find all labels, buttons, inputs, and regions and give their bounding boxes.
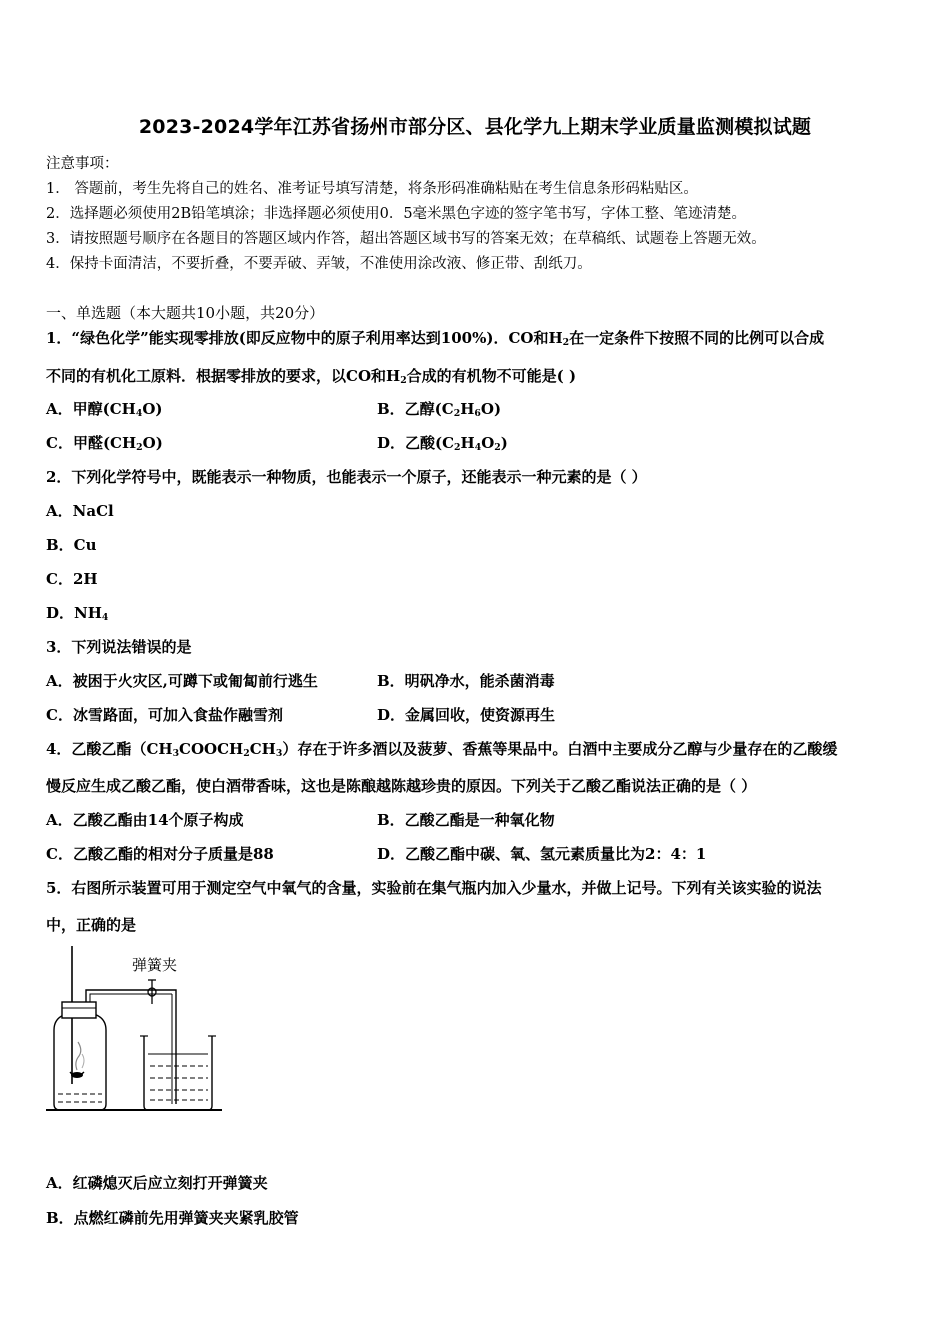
q1-option-c[interactable]: C．甲醛$(CH_2O)$: [46, 434, 163, 453]
q1-option-b[interactable]: B．乙醇$(C_2H_6O)$: [377, 400, 502, 419]
q1-option-a[interactable]: A．甲醇$(CH_4O)$: [46, 400, 163, 419]
q2-stem: 2．下列化学符号中，既能表示一种物质，也能表示一个原子，还能表示一种元素的是（ ）: [46, 468, 647, 486]
q4-option-b[interactable]: B．乙酸乙酯是一种氧化物: [377, 811, 555, 829]
spring-clamp-label: 弹簧夹: [132, 956, 178, 974]
q3-option-b[interactable]: B．明矾净水，能杀菌消毒: [377, 672, 555, 690]
q1-stem-line1: 1．“绿色化学”能实现零排放(即反应物中的原子利用率达到100%)．CO和$H_2$在一定条件下按照不同的比例可以合成: [46, 329, 825, 348]
q5-option-a[interactable]: A．红磷熄灭后应立刻打开弹簧夹: [46, 1174, 268, 1192]
note-item-4: 4．保持卡面清洁，不要折叠，不要弄破、弄皱，不准使用涂改液、修正带、刮纸刀。: [46, 256, 592, 272]
page-title: 2023-2024学年江苏省扬州市部分区、县化学九上期末学业质量监测模拟试题: [138, 116, 812, 138]
note-item-3: 3．请按照题号顺序在各题目的答题区域内作答，超出答题区域书写的答案无效；在草稿纸、试题卷上答题无效。: [46, 231, 766, 247]
q4-option-c[interactable]: C．乙酸乙酯的相对分子质量是88: [46, 845, 274, 863]
note-item-2: 2．选择题必须使用2B铅笔填涂；非选择题必须使用0．5毫米黑色字迹的签字笔书写，字体工整、笔迹清楚。: [46, 206, 747, 222]
q2-option-c[interactable]: C．2H: [46, 570, 98, 588]
q3-stem: 3．下列说法错误的是: [46, 638, 192, 656]
q4-stem-line2: 慢反应生成乙酸乙酯，使白酒带香味，这也是陈酿越陈越珍贵的原因。下列关于乙酸乙酯说法正确的是（ ）: [46, 777, 757, 795]
q3-option-c[interactable]: C．冰雪路面，可加入食盐作融雪剂: [46, 706, 283, 724]
q4-option-d[interactable]: D．乙酸乙酯中碳、氧、氢元素质量比为2：4：1: [377, 845, 707, 863]
q3-option-d[interactable]: D．金属回收，使资源再生: [377, 706, 556, 724]
apparatus-diagram: [44, 944, 226, 1116]
q1-option-d[interactable]: D．乙酸$(C_2H_4O_2)$: [377, 434, 508, 453]
q2-option-b[interactable]: B．Cu: [46, 536, 97, 554]
q3-option-a[interactable]: A．被困于火灾区,可蹲下或匍匐前行逃生: [46, 672, 318, 690]
q2-option-a[interactable]: A．NaCl: [46, 502, 114, 520]
note-item-1: 1． 答题前，考生先将自己的姓名、准考证号填写清楚，将条形码准确粘贴在考生信息条形码粘贴区。: [46, 181, 698, 197]
section-heading: 一、单选题（本大题共10小题，共20分）: [46, 304, 325, 322]
q4-option-a[interactable]: A．乙酸乙酯由14个原子构成: [46, 811, 244, 829]
q5-stem-line2: 中，正确的是: [46, 916, 137, 934]
q5-stem-line1: 5．右图所示装置可用于测定空气中氧气的含量，实验前在集气瓶内加入少量水，并做上记号。下列有关该实验的说法: [46, 879, 822, 897]
q4-stem-line1: 4．乙酸乙酯$(CH_3COOCH_2CH_3)$存在于许多酒以及菠萝、香蕉等果品中。白酒中主要成分乙醇与少量存在的乙酸缓: [46, 740, 838, 759]
apparatus-figure: [44, 944, 226, 1116]
q5-option-b[interactable]: B．点燃红磷前先用弹簧夹夹紧乳胶管: [46, 1209, 299, 1227]
notes-heading: 注意事项：: [46, 156, 119, 172]
q2-option-d[interactable]: D．$NH_4$: [46, 604, 109, 623]
q1-stem-line2: 不同的有机化工原料．根据零排放的要求，以CO和$H_2$合成的有机物不可能是( ): [46, 367, 577, 386]
